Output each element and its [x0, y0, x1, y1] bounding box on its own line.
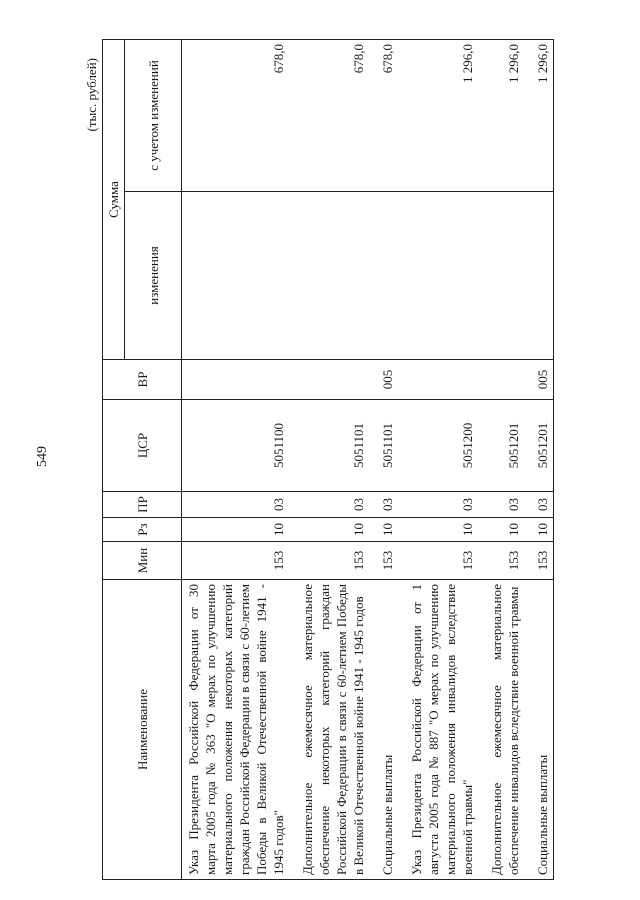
header-csr: ЦСР: [103, 400, 182, 492]
table-row: [398, 40, 478, 880]
cell-csr: 5051200: [398, 400, 478, 492]
cell-with-changes: 1 296,0: [524, 40, 554, 192]
cell-with-changes: 678,0: [369, 40, 398, 192]
cell-csr: 5051201: [478, 400, 524, 492]
header-vr: ВР: [103, 360, 182, 400]
header-summa: Сумма: [103, 40, 125, 360]
cell-vr: 005: [524, 360, 554, 400]
cell-changes: [369, 192, 398, 360]
cell-min: 153: [369, 542, 398, 580]
header-rz: Рз: [103, 518, 182, 542]
cell-name: Дополнительное ежемесячное материальное обеспечение некоторых категорий граждан Российской Федерации в связи с 60-летием Победы в Великой Отечественной войне 1941 - 1945 годов: [289, 580, 369, 880]
cell-name: Социальные выплаты: [524, 580, 554, 880]
header-changes: изменения: [125, 192, 182, 360]
cell-pr: 03: [289, 492, 369, 518]
table-row: [182, 40, 290, 880]
cell-vr: [289, 360, 369, 400]
units-label: (тыс. рублей): [84, 58, 99, 132]
cell-min: 153: [524, 542, 554, 580]
cell-rz: 10: [398, 518, 478, 542]
header-pr: ПР: [103, 492, 182, 518]
table-row: [524, 40, 554, 880]
cell-name: Социальные выплаты: [369, 580, 398, 880]
cell-csr: 5051101: [369, 400, 398, 492]
cell-csr: 5051100: [182, 400, 290, 492]
cell-pr: 03: [369, 492, 398, 518]
page-number: 549: [35, 446, 50, 467]
cell-name: Указ Президента Российской Федерации от 1 августа 2005 года № 887 "О мерах по улучшению материального положения инвалидов вследствие военной травмы": [398, 580, 478, 880]
cell-with-changes: 678,0: [289, 40, 369, 192]
cell-rz: 10: [369, 518, 398, 542]
table-row: [478, 40, 524, 880]
cell-rz: 10: [289, 518, 369, 542]
cell-pr: 03: [182, 492, 290, 518]
cell-pr: 03: [524, 492, 554, 518]
table-row: [289, 40, 369, 880]
cell-csr: 5051101: [289, 400, 369, 492]
cell-with-changes: 678,0: [182, 40, 290, 192]
cell-with-changes: 1 296,0: [398, 40, 478, 192]
cell-min: 153: [398, 542, 478, 580]
table-row: [369, 40, 398, 880]
header-with-changes: с учетом изменений: [125, 40, 182, 192]
cell-name: Указ Президента Российской Федерации от 30 марта 2005 года № 363 "О мерах по улучшению материального положения некоторых категорий граждан Российской Федерации в связи с 60-летием Победы в Великой Отечественной войне 1941 - 1945 годов": [182, 580, 290, 880]
cell-vr: [398, 360, 478, 400]
cell-changes: [524, 192, 554, 360]
cell-min: 153: [182, 542, 290, 580]
cell-rz: 10: [182, 518, 290, 542]
cell-with-changes: 1 296,0: [478, 40, 524, 192]
cell-vr: 005: [369, 360, 398, 400]
cell-csr: 5051201: [524, 400, 554, 492]
cell-min: 153: [478, 542, 524, 580]
cell-vr: [182, 360, 290, 400]
cell-changes: [289, 192, 369, 360]
cell-changes: [182, 192, 290, 360]
header-name: Наименование: [103, 580, 182, 880]
cell-name: Дополнительное ежемесячное материальное обеспечение инвалидов вследствие военной травмы: [478, 580, 524, 880]
cell-min: 153: [289, 542, 369, 580]
cell-rz: 10: [524, 518, 554, 542]
cell-pr: 03: [478, 492, 524, 518]
header-min: Мин: [103, 542, 182, 580]
cell-pr: 03: [398, 492, 478, 518]
rotated-page-content: [84, 40, 562, 880]
cell-rz: 10: [478, 518, 524, 542]
cell-vr: [478, 360, 524, 400]
cell-changes: [398, 192, 478, 360]
cell-changes: [478, 192, 524, 360]
budget-table: [102, 39, 554, 880]
